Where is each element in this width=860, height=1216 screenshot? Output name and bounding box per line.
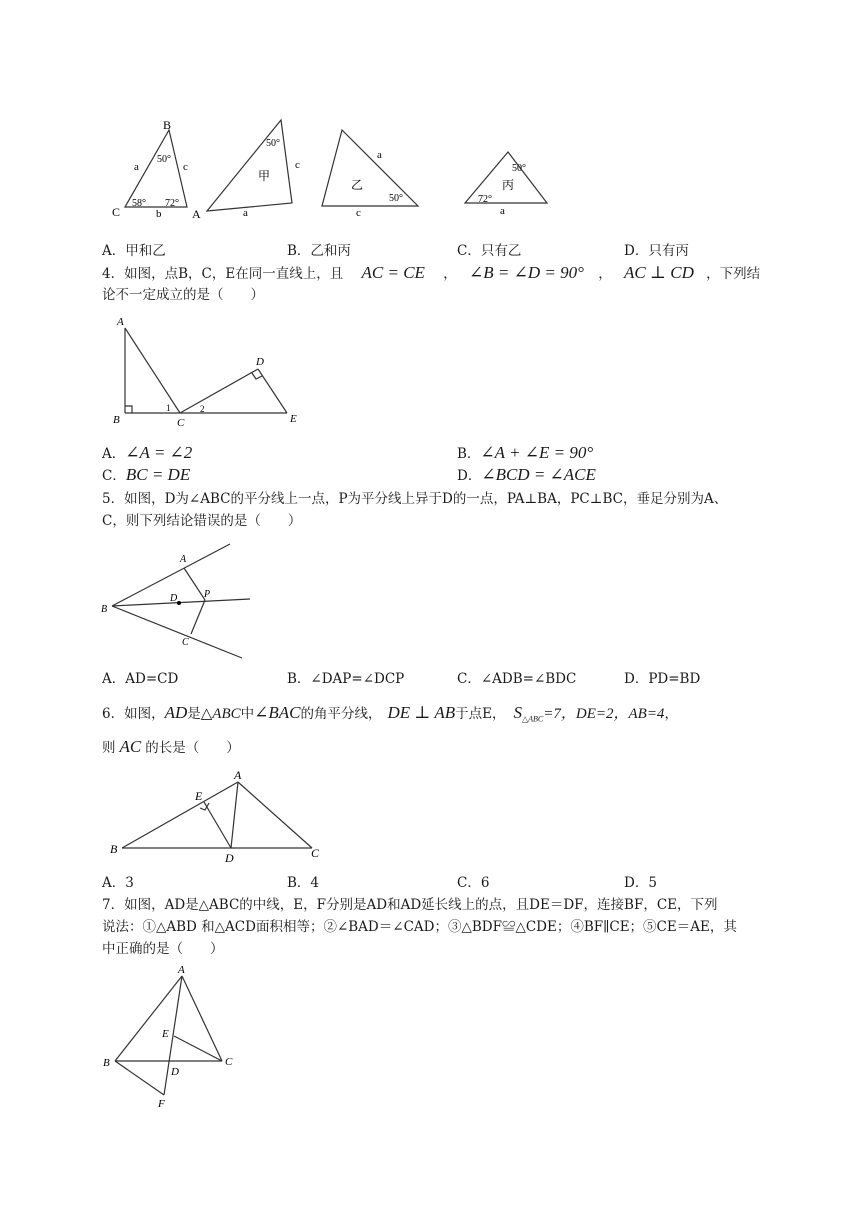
q4-stem-text-2: ，下列结: [706, 266, 761, 282]
q5-option-b: B．∠DAP=∠DCP: [287, 671, 405, 687]
q4-figure: [105, 312, 315, 432]
q5-label-C: C: [182, 637, 189, 648]
q3-jia-A: A: [192, 207, 201, 221]
q5-stem-line1: 5．如图，D为∠ABC的平分线上一点，P为平分线上异于D的一点，PA⊥BA，PC⊥BC，垂足分别为A、: [102, 491, 728, 507]
q4-label-1: 1: [166, 403, 171, 413]
q3-angle-C: 58°: [132, 198, 146, 209]
q7-stem-line1: 7．如图，AD是△ABC的中线，E，F分别是AD和AD延长线上的点，且DE＝DF，连接BF，CE，下列: [102, 897, 718, 913]
q3-triangles-figure: [100, 110, 560, 225]
q5-stem-line2: C，则下列结论错误的是（ ）: [102, 513, 302, 529]
q3-jia-angle: 50°: [266, 138, 280, 149]
q5-option-a: A．AD=CD: [102, 671, 179, 687]
q4-stem-line2: 论不一定成立的是（ ）: [102, 287, 264, 303]
q4-stem-text: 4．如图，点B，C，E在同一直线上，且: [102, 266, 344, 282]
q7-label-D: D: [171, 1066, 179, 1078]
q4-label-B: B: [113, 414, 120, 426]
q6-option-d: D．5: [624, 875, 657, 891]
q6-option-a: A．3: [102, 875, 134, 891]
q6-label-D: D: [225, 851, 234, 864]
q4-label-2: 2: [200, 404, 205, 414]
q3-label-B: B: [163, 118, 172, 132]
q3-yi-a: a: [377, 149, 382, 161]
q6-option-c: C．6: [457, 875, 490, 891]
q3-jia-c: c: [295, 159, 300, 171]
q3-jia-a: a: [243, 207, 248, 219]
q4-stem-line1: 4．如图，点B，C，E在同一直线上，且 AC = CE ， ∠B = ∠D = 90° ， AC ⊥ CD ，下列结: [102, 263, 761, 282]
q6-label-B: B: [110, 842, 118, 856]
q4-label-E: E: [290, 413, 297, 425]
q6-figure: [105, 766, 327, 864]
q7-stem-line2: 说法：①△ABD 和△ACD面积相等；②∠BAD＝∠CAD；③△BDF≌△CDE；④BF∥CE；⑤CE＝AE，其: [102, 919, 737, 935]
q5-label-P: P: [204, 589, 211, 600]
q4-label-C: C: [177, 417, 185, 429]
q4-option-d: D．∠BCD = ∠ACE: [457, 465, 596, 484]
q5-label-A: A: [180, 554, 187, 565]
q3-option-c: C．只有乙: [457, 243, 522, 259]
q3-triangle-yi: [322, 130, 418, 206]
q4-option-b: B．∠A + ∠E = 90°: [457, 443, 594, 462]
q3-angle-A: 72°: [165, 198, 179, 209]
q6-option-b: B．4: [287, 875, 320, 891]
q5-label-B: B: [101, 604, 108, 615]
q7-figure: [98, 964, 246, 1112]
q3-triangle-jia: [207, 120, 292, 211]
q4-label-A: A: [117, 316, 124, 328]
q6-label-C: C: [311, 846, 320, 860]
q3-yi-c: c: [356, 207, 361, 219]
q7-label-C: C: [225, 1056, 233, 1068]
q3-label-c: c: [183, 161, 188, 173]
q3-option-b: B．乙和丙: [287, 243, 351, 259]
q5-label-D: D: [170, 593, 178, 604]
q7-stem-line3: 中正确的是（ ）: [102, 941, 224, 957]
q3-jia-label: 甲: [258, 169, 271, 183]
q7-label-B: B: [103, 1057, 110, 1069]
q3-label-b: b: [156, 208, 162, 220]
q6-stem-line2: 则 AC 的长是（ ）: [102, 737, 240, 756]
q4-option-c: C．BC = DE: [102, 465, 191, 484]
q6-label-E: E: [195, 789, 203, 803]
q3-yi-label: 乙: [351, 178, 364, 192]
q3-label-a: a: [134, 161, 139, 173]
q5-figure: [98, 536, 258, 664]
q3-bing-a: a: [500, 205, 505, 217]
q5-option-d: D．PD=BD: [624, 671, 701, 687]
q7-label-E: E: [162, 1028, 169, 1040]
q3-bing-angle-top: 50°: [512, 163, 526, 174]
q4-condition-ac-ce: AC = CE: [361, 263, 425, 282]
q3-option-a: A．甲和乙: [102, 243, 166, 259]
q3-bing-angle-left: 72°: [478, 194, 492, 205]
q6-label-A: A: [234, 768, 242, 782]
q3-yi-angle: 50°: [389, 193, 403, 204]
q5-option-c: C．∠ADB=∠BDC: [457, 671, 577, 687]
q7-label-F: F: [158, 1098, 165, 1110]
q4-label-D: D: [256, 356, 264, 368]
q7-label-A: A: [178, 964, 185, 976]
q3-bing-label: 丙: [502, 178, 515, 192]
q3-option-d: D．只有丙: [624, 243, 689, 259]
q3-label-C: C: [112, 205, 121, 219]
q4-option-a: A．∠A = ∠2: [102, 443, 193, 462]
q3-angle-B: 50°: [157, 154, 171, 165]
q4-condition-angles: ∠B = ∠D = 90°: [469, 263, 584, 282]
q4-condition-perp: AC ⊥ CD: [624, 263, 694, 282]
q6-stem-line1: 6．如图，AD是△ABC中∠BAC的角平分线， DE ⊥ AB于点E， $S_{\triangle ABC}=7$，DE=2，AB=4，: [102, 703, 678, 724]
